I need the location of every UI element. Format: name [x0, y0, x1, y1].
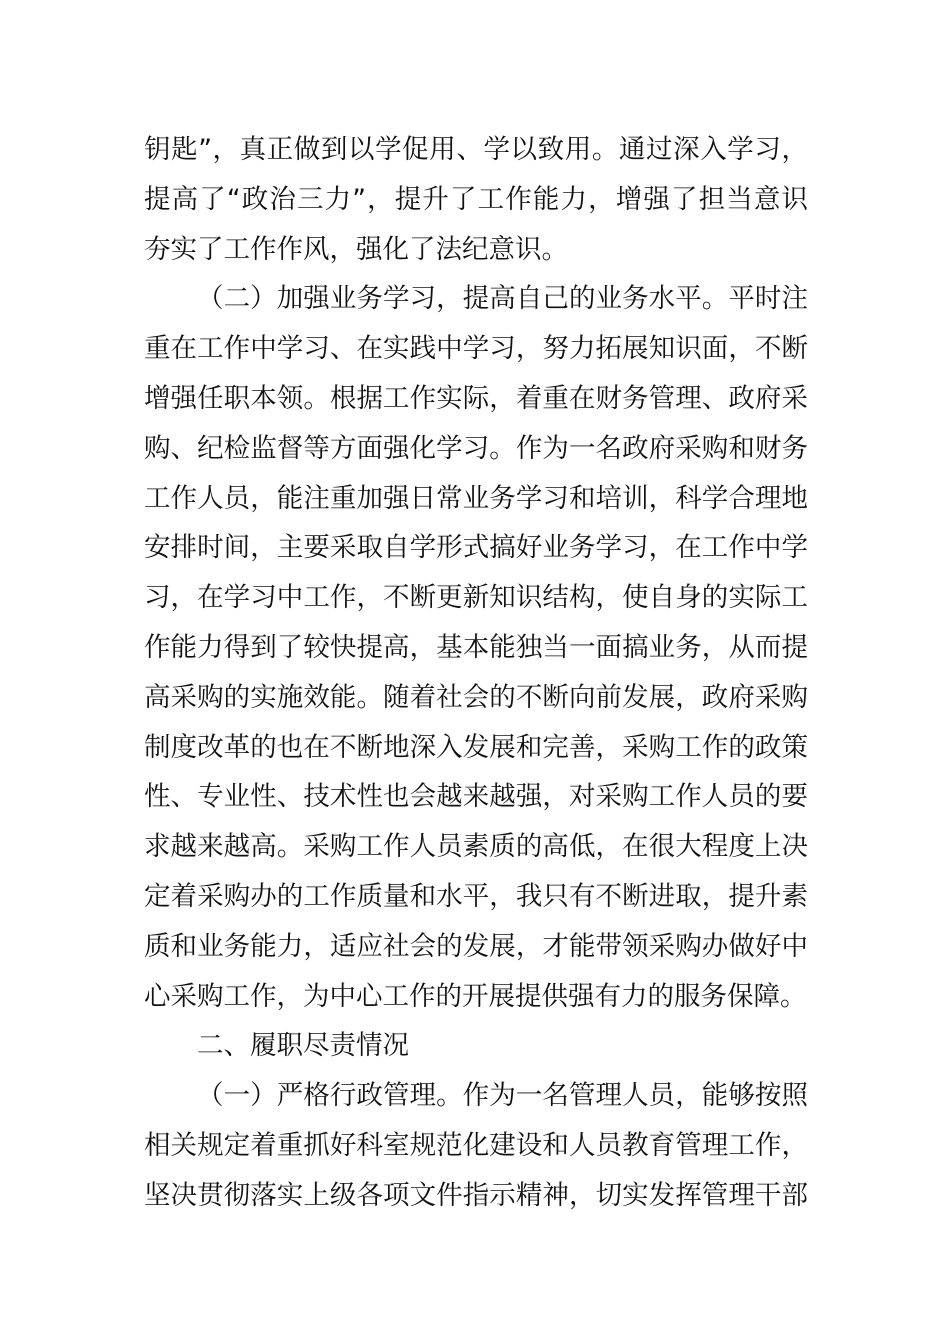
paragraph-line: 购、纪检监督等方面强化学习。作为一名政府采购和财务 [144, 432, 808, 464]
paragraph-line: 高采购的实施效能。随着社会的不断向前发展，政府采购 [144, 681, 808, 713]
paragraph-line: 心采购工作，为中心工作的开展提供强有力的服务保障。 [144, 980, 807, 1012]
paragraph-line: 质和业务能力，适应社会的发展，才能带领采购办做好中 [144, 930, 808, 962]
paragraph-line: 钥匙”，真正做到以学促用、学以致用。通过深入学习， [144, 134, 808, 165]
paragraph-line: 性、专业性、技术性也会越来越强，对采购工作人员的要 [144, 781, 808, 813]
paragraph-line: （二）加强业务学习，提高自己的业务水平。平时注 [197, 283, 808, 315]
paragraph-line: 求越来越高。采购工作人员素质的高低，在很大程度上决 [144, 831, 808, 863]
paragraph-line: 安排时间，主要采取自学形式搞好业务学习，在工作中学 [144, 532, 808, 564]
paragraph-line: 相关规定着重抓好科室规范化建设和人员教育管理工作， [144, 1129, 808, 1161]
paragraph-line: 增强任职本领。根据工作实际，着重在财务管理、政府采 [144, 382, 808, 414]
section-heading: 二、履职尽责情况 [197, 1030, 409, 1062]
paragraph-line: 制度改革的也在不断地深入发展和完善，采购工作的政策 [144, 731, 808, 763]
document-body [144, 125, 808, 1221]
paragraph-line: 作能力得到了较快提高，基本能独当一面搞业务，从而提 [144, 631, 808, 663]
paragraph-line: 工作人员，能注重加强日常业务学习和培训，科学合理地 [144, 482, 808, 514]
paragraph-line: 习，在学习中工作，不断更新知识结构，使自身的实际工 [144, 582, 808, 614]
paragraph-line: 坚决贯彻落实上级各项文件指示精神，切实发挥管理干部 [144, 1179, 808, 1211]
paragraph-line: 定着采购办的工作质量和水平，我只有不断进取，提升素 [144, 880, 808, 912]
paragraph-line: （一）严格行政管理。作为一名管理人员，能够按照 [197, 1080, 808, 1112]
paragraph-line: 重在工作中学习、在实践中学习，努力拓展知识面，不断 [144, 333, 808, 365]
paragraph-line: 夯实了工作作风，强化了法纪意识。 [144, 233, 568, 265]
paragraph-line: 提高了“政治三力”，提升了工作能力，增强了担当意识 [144, 183, 808, 215]
